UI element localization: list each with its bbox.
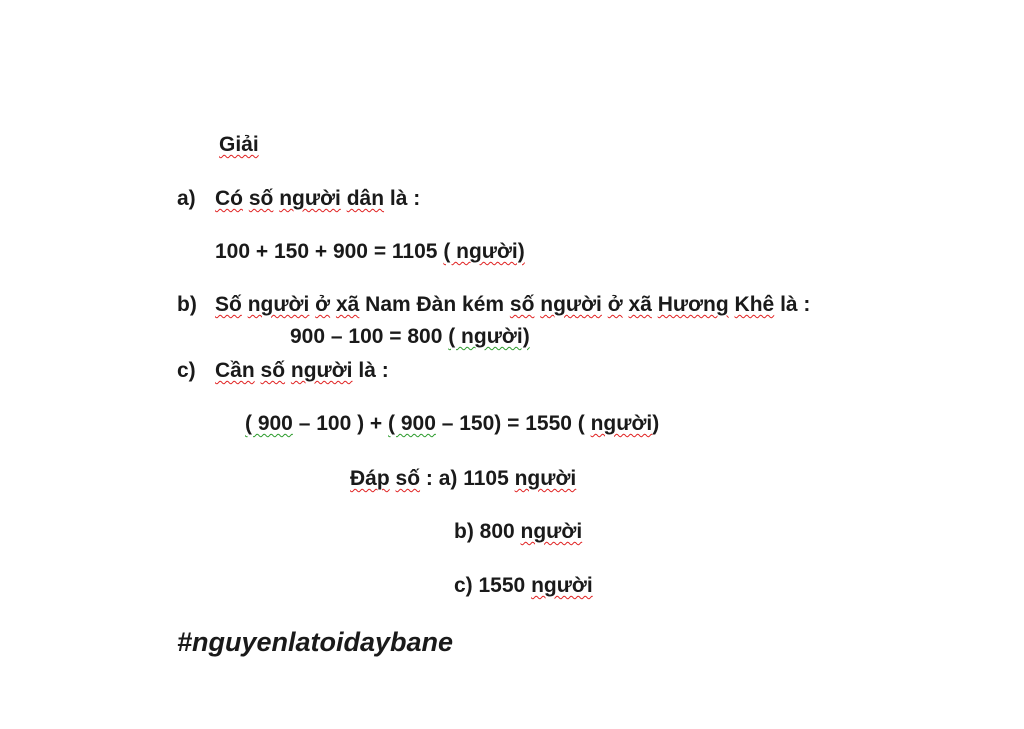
answer-a [350,466,576,492]
part-b-calc [290,324,530,350]
answer-c-value: c) 1550 [454,574,532,597]
word: người [279,187,341,210]
answer-c-unit: người [531,574,593,597]
word: số [260,359,286,382]
part-c-question [177,358,389,384]
text: là : [358,359,389,382]
word: Số [215,293,242,316]
part-c-calc [245,411,659,437]
word: ở [315,293,331,316]
word: Có [215,187,243,210]
title-text: Giải [219,133,259,156]
text: là : [389,187,421,210]
unit: ( người) [443,240,525,263]
unit: người [590,412,653,435]
answer-b-unit: người [520,520,583,543]
word: Cần [215,359,255,382]
answer-c [454,573,593,599]
part-b-label: b) [177,293,197,316]
word: người [290,359,353,382]
answer-a-value: : a) 1105 [420,467,515,490]
answer-label-word: Đáp [350,467,390,490]
word: số [248,187,274,210]
word: dân [346,187,385,210]
word: số [509,293,535,316]
word: Khê [734,293,775,316]
part-a-label: a) [177,187,196,210]
expression-part: ( 900 [245,412,293,435]
expression-part: ) [652,412,660,435]
expression-part: – 100 ) + [292,412,389,435]
word: Hương [657,293,729,316]
answer-a-unit: người [514,467,577,490]
answer-b [454,519,582,545]
part-a-question [177,186,420,212]
part-c-label: c) [177,359,196,382]
hashtag: #nguyenlatoidaybane [177,627,454,657]
part-a-calc [215,239,525,265]
text: Nam Đàn kém [365,293,505,316]
part-b-question [177,292,810,318]
word: người [247,293,310,316]
answer-b-value: b) 800 [454,520,521,543]
word: xã [628,293,652,316]
expression-part: – 150) = 1550 ( [435,412,591,435]
word: xã [335,293,360,316]
title [219,132,259,158]
unit: ( người) [448,325,530,348]
expression: 900 – 100 = 800 [290,325,449,348]
answer-label-word: số [395,467,421,490]
text: là : [780,293,811,316]
expression-part: ( 900 [388,412,436,435]
word: ở [607,293,623,316]
expression: 100 + 150 + 900 = 1105 [215,240,444,263]
word: người [540,293,602,316]
